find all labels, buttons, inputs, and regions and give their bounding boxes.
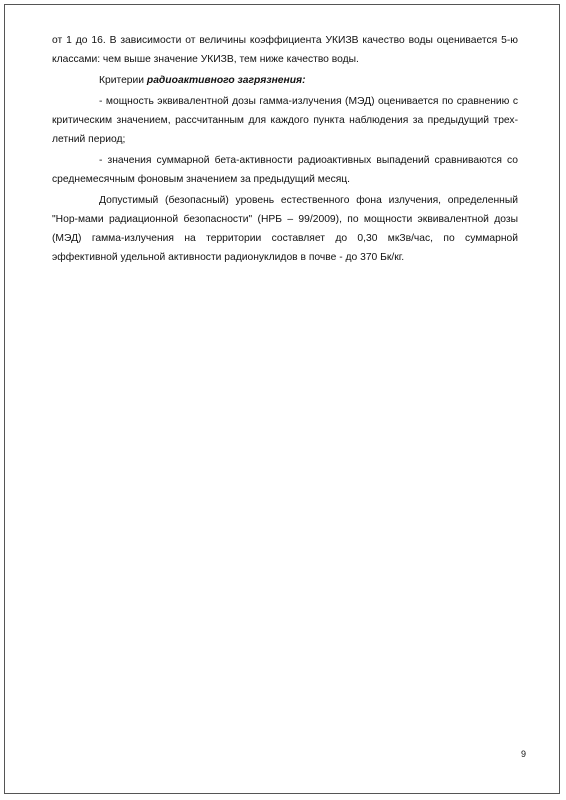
- document-page: [4, 4, 560, 794]
- paragraph-gamma-dose-criterion: - мощность эквивалентной дозы гамма-излучения (МЭД) оценивается по сравнению с критическим значением, рассчитанным для каждого пункта наблюдения за предыдущий трех-летний период;: [52, 96, 518, 145]
- criteria-prefix: Критерии: [99, 75, 147, 86]
- page-number: 9: [521, 749, 527, 759]
- paragraph-water-quality-classes: от 1 до 16. В зависимости от величины коэффициента УКИЗВ качество воды оценивается 5-ю классами: чем выше значение УКИЗВ, тем ниже качество воды.: [52, 35, 518, 65]
- paragraph-permissible-background-level: Допустимый (безопасный) уровень естественного фона излучения, определенный "Нор-мами радиационной безопасности" (НРБ – 99/2009), по мощности эквивалентной дозы (МЭД) гамма-излучения на территории составляет до 0,30 мкЗв/час, по суммарной эффективной удельной активности радионуклидов в почве - до 370 Бк/кг.: [52, 195, 518, 263]
- paragraph-beta-activity-criterion: - значения суммарной бета-активности радиоактивных выпадений сравниваются со среднемесячным фоновым значением за предыдущий месяц.: [52, 155, 518, 185]
- page-content: [52, 31, 518, 269]
- paragraph-radioactive-criteria-heading: [52, 71, 518, 90]
- criteria-emphasis: радиоактивного загрязнения:: [146, 75, 306, 86]
